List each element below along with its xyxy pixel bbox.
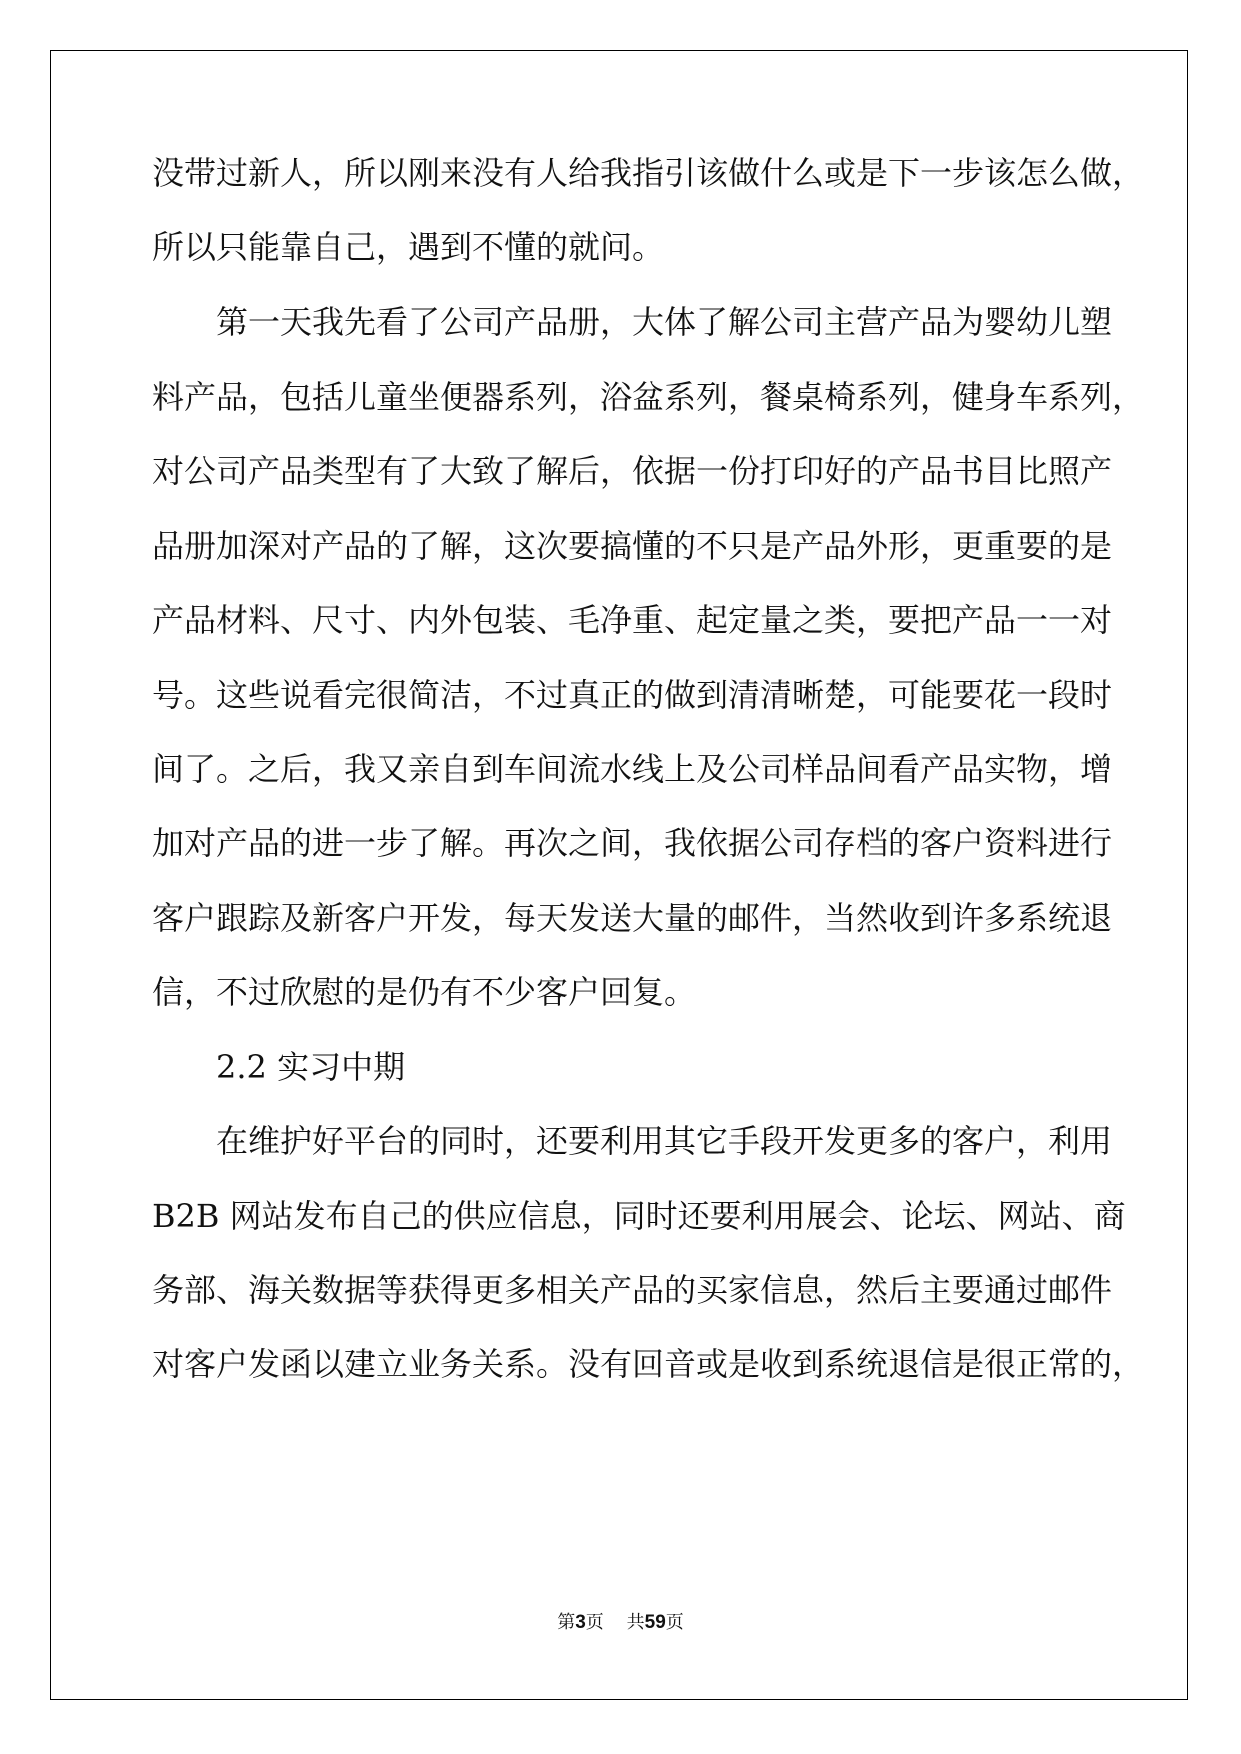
text-line: 客户跟踪及新客户开发，每天发送大量的邮件，当然收到许多系统退 [152,899,1113,937]
text-line: B2B 网站发布自己的供应信息，同时还要利用展会、论坛、网站、商 [152,1197,1126,1235]
text-line: 品册加深对产品的了解，这次要搞懂的不只是产品外形，更重要的是 [152,527,1113,565]
page-number-prefix: 第 [557,1612,576,1633]
text-line: 产品材料、尺寸、内外包装、毛净重、起定量之类，要把产品一一对 [152,601,1113,639]
text-line: 在维护好平台的同时，还要利用其它手段开发更多的客户，利用 [216,1122,1113,1160]
text-line: 没带过新人，所以刚来没有人给我指引该做什么或是下一步该怎么做， [152,154,1145,192]
text-line: 信，不过欣慰的是仍有不少客户回复。 [152,973,697,1011]
text-line: 第一天我先看了公司产品册，大体了解公司主营产品为婴幼儿塑 [216,303,1113,341]
page-number: 3 [575,1612,586,1633]
section-heading: 2.2 实习中期 [216,1048,406,1086]
text-line: 务部、海关数据等获得更多相关产品的买家信息，然后主要通过邮件 [152,1271,1113,1309]
page-number-suffix: 页 [585,1612,604,1633]
text-line: 加对产品的进一步了解。再次之间，我依据公司存档的客户资料进行 [152,824,1113,862]
text-line: 间了。之后，我又亲自到车间流水线上及公司样品间看产品实物，增 [152,750,1113,788]
text-line: 对公司产品类型有了大致了解后，依据一份打印好的产品书目比照产 [152,452,1113,490]
text-line: 对客户发函以建立业务关系。没有回音或是收到系统退信是很正常的， [152,1345,1145,1383]
text-line: 料产品，包括儿童坐便器系列，浴盆系列，餐桌椅系列，健身车系列， [152,378,1145,416]
text-line: 所以只能靠自己，遇到不懂的就问。 [152,228,665,266]
total-pages: 59 [644,1612,666,1633]
page-border [50,50,1188,1700]
total-pages-prefix: 共 [626,1612,645,1633]
total-pages-suffix: 页 [665,1612,684,1633]
text-line: 号。这些说看完很简洁，不过真正的做到清清晰楚，可能要花一段时 [152,676,1113,714]
page-footer [0,1608,1241,1634]
